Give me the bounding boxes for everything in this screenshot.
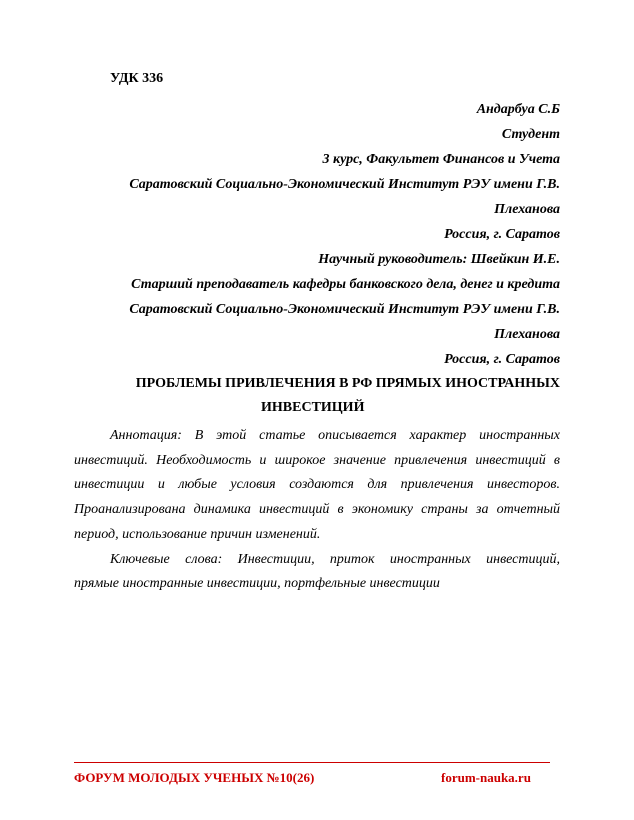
supervisor-institute: Саратовский Социально-Экономический Институт РЭУ имени Г.В. bbox=[129, 302, 560, 317]
abstract-line-5: период, использование причин изменений. bbox=[74, 527, 321, 542]
supervisor-position: Старший преподаватель кафедры банковского дела, денег и кредита bbox=[131, 277, 560, 292]
abstract-line-4: Проанализирована динамика инвестиций в экономику страны за отчетный bbox=[74, 502, 560, 517]
footer-site-link[interactable]: forum-nauka.ru bbox=[441, 770, 531, 785]
article-title-line-1: ПРОБЛЕМЫ ПРИВЛЕЧЕНИЯ В РФ ПРЯМЫХ ИНОСТРАННЫХ bbox=[135, 376, 560, 391]
article-title-line-2: ИНВЕСТИЦИЙ bbox=[261, 400, 365, 415]
author-status: Студент bbox=[501, 127, 560, 142]
author-location: Россия, г. Саратов bbox=[444, 227, 560, 242]
author-course: 3 курс, Факультет Финансов и Учета bbox=[322, 152, 560, 167]
udk-code: УДК 336 bbox=[110, 71, 164, 86]
footer-journal-title: ФОРУМ МОЛОДЫХ УЧЕНЫХ №10(26) bbox=[74, 770, 315, 785]
keywords-line-1: Ключевые слова: Инвестиции, приток иностранных инвестиций, bbox=[110, 552, 560, 567]
abstract-line-1: Аннотация: В этой статье описывается характер иностранных bbox=[110, 428, 560, 443]
author-name: Андарбуа С.Б bbox=[476, 102, 560, 117]
author-institute-cont: Плеханова bbox=[494, 202, 560, 217]
supervisor-name: Научный руководитель: Швейкин И.Е. bbox=[318, 252, 560, 267]
supervisor-institute-cont: Плеханова bbox=[494, 327, 560, 342]
abstract-line-2: инвестиций. Необходимость и широкое значение привлечения инвестиций в bbox=[74, 453, 560, 468]
keywords-line-2: прямые иностранные инвестиции, портфельные инвестиции bbox=[74, 576, 440, 591]
author-institute: Саратовский Социально-Экономический Институт РЭУ имени Г.В. bbox=[129, 177, 560, 192]
supervisor-location: Россия, г. Саратов bbox=[444, 352, 560, 367]
footer-divider bbox=[74, 762, 550, 763]
abstract-line-3: инвестиции и любые условия создаются для привлечения инвесторов. bbox=[74, 477, 560, 492]
